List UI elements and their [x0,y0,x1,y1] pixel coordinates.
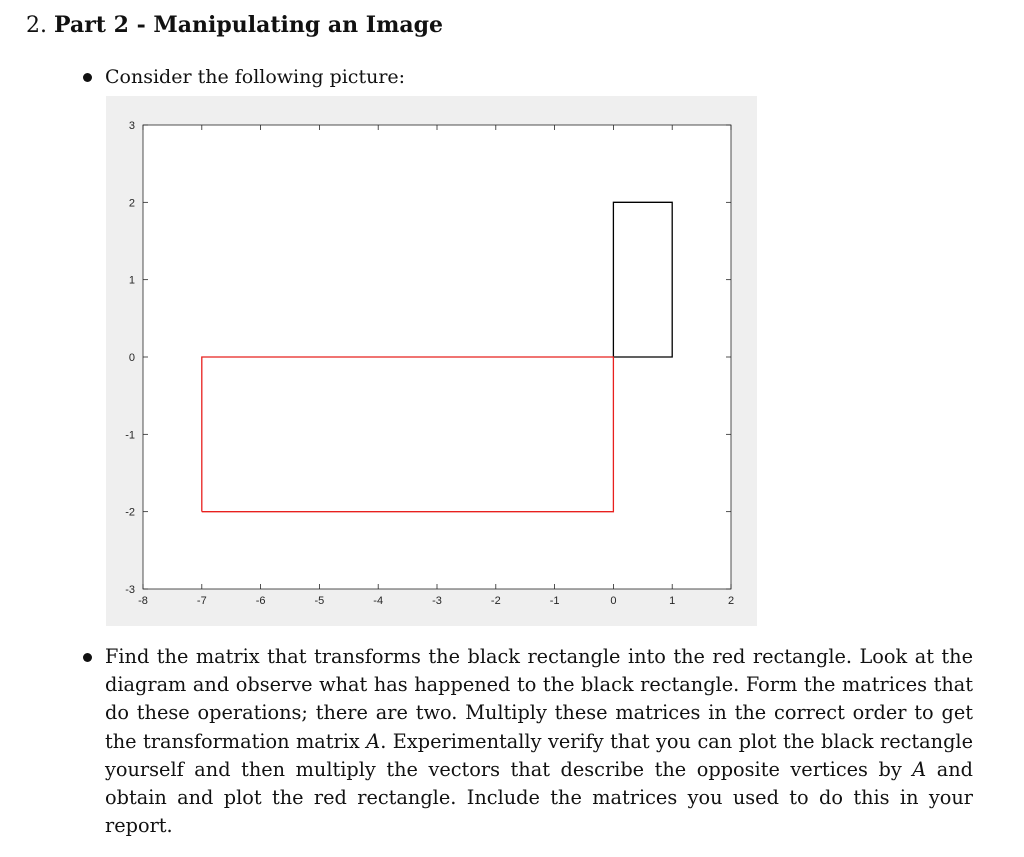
paragraph-text: and obtain and plot the red rectangle. Include the matrices you used to do this in your report. [105,757,973,838]
y-tick-label: 0 [128,352,135,364]
section-heading [26,10,443,41]
x-tick-label: -5 [314,595,325,607]
paragraph-text: . Experimentally verify that you can plot the black rectangle yourself and then multiply the vectors that describe the opposite vertices by [105,729,974,781]
y-tick-label: -1 [125,429,135,442]
bullet-consider: Consider the following picture: [105,66,406,88]
x-tick-label: -4 [373,595,384,607]
x-tick-label: -3 [432,595,442,607]
y-tick-label: 1 [128,274,135,287]
x-tick-label: -1 [549,595,560,607]
section-number: 2. [26,13,47,38]
y-tick-label: -2 [125,506,135,519]
bullet-dot [83,73,92,82]
paragraph-text: Find the matrix that transforms the black rectangle into the red rectangle. Look at the diagram and observe what has happened to the black rectangle. Form the matrices that do these operations; there are two. Multiply these matrices in the correct order to get the transformation matrix [105,645,973,753]
y-tick-label: 3 [128,120,135,132]
y-tick-label: 2 [128,197,135,210]
x-tick-label: -7 [196,595,207,607]
section-title: Part 2 - Manipulating an Image [54,12,443,38]
x-tick-label: 1 [669,595,676,607]
x-tick-label: 0 [610,595,617,607]
x-tick-label: -6 [255,595,266,607]
bullet-dot [83,653,92,662]
y-tick-label: -3 [125,584,135,596]
rectangle-plot [106,96,757,626]
matrix-symbol: A [366,729,381,753]
x-tick-label: -2 [490,595,501,607]
instructions-paragraph [105,643,973,840]
x-tick-label: -8 [138,595,148,607]
matrix-symbol: A [912,757,927,781]
x-tick-label: 2 [727,595,735,607]
figure-panel [106,96,757,626]
